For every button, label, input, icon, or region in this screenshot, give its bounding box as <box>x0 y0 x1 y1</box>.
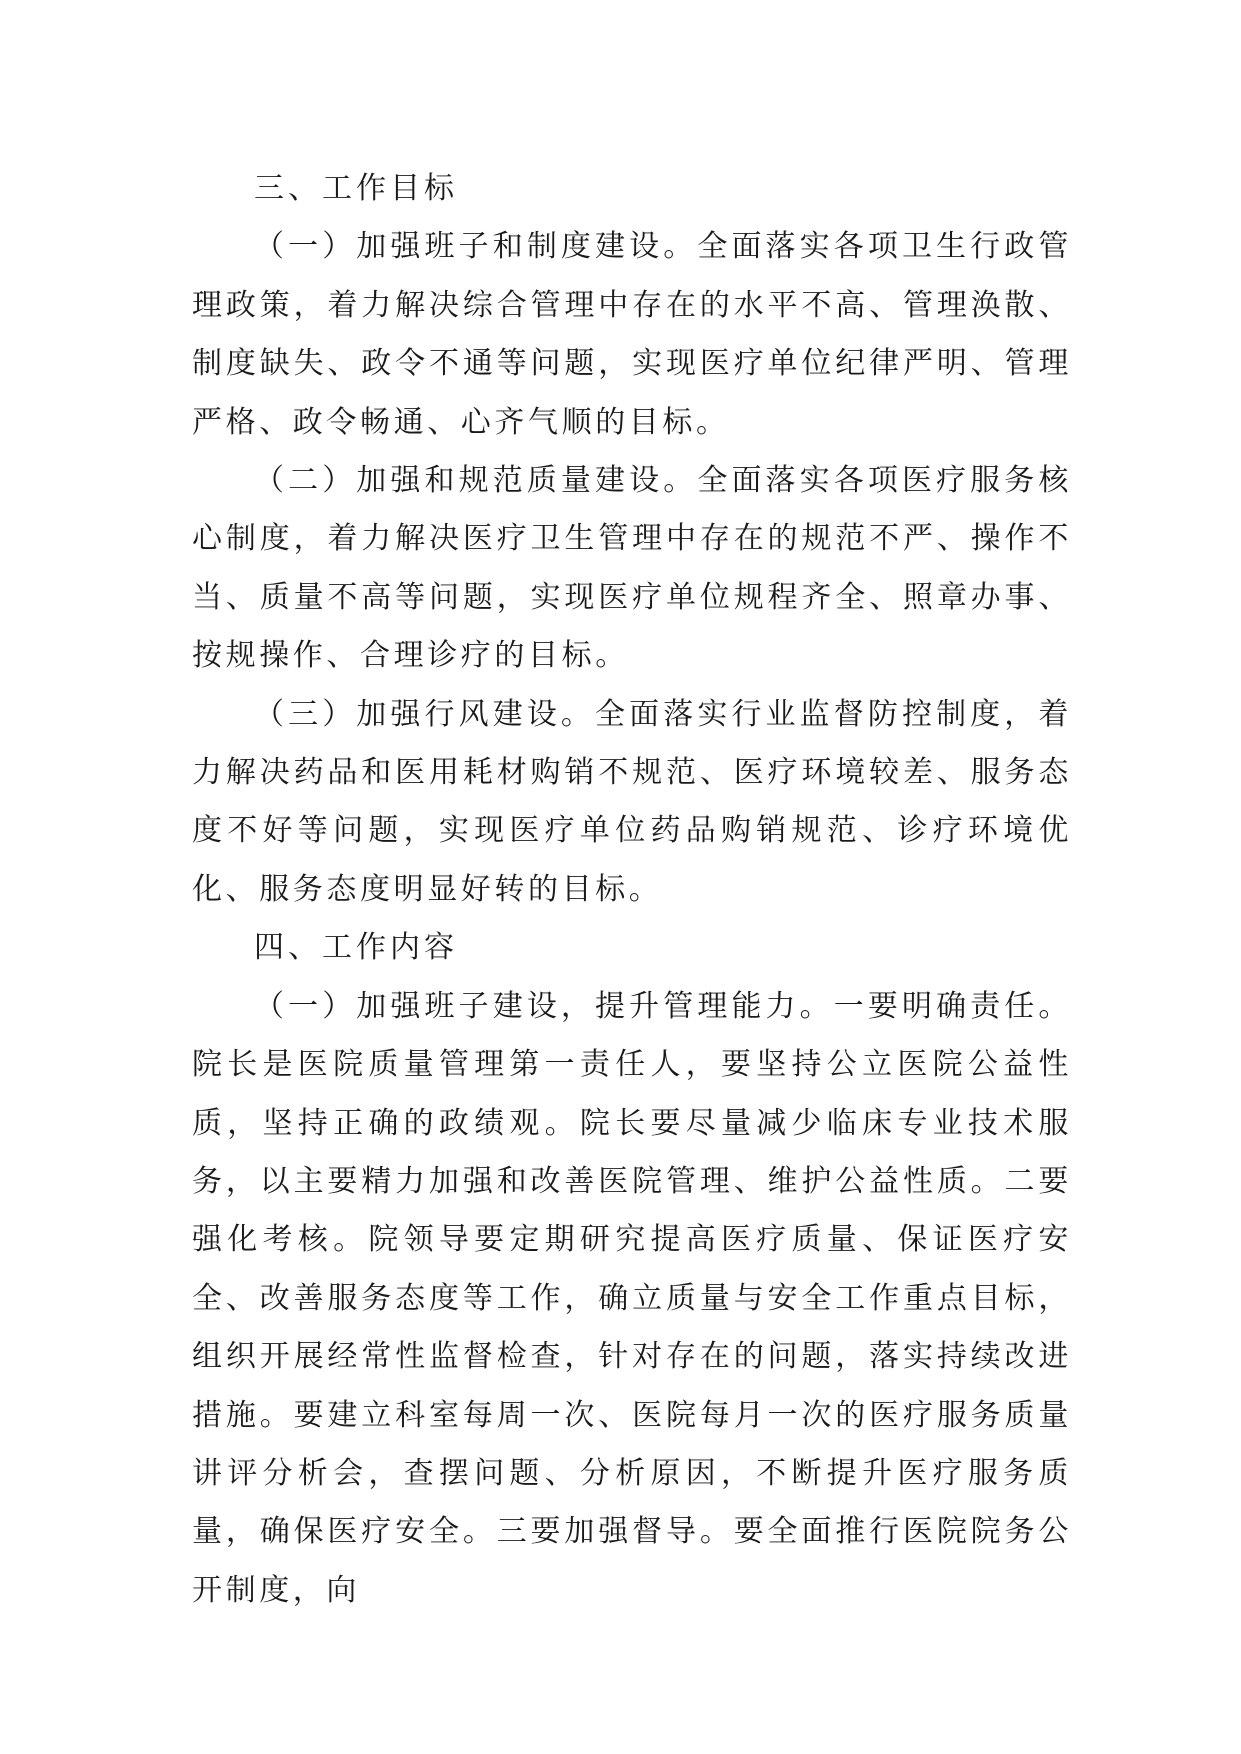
paragraph-content-1: （一）加强班子建设，提升管理能力。一要明确责任。院长是医院质量管理第一责任人，要坚持公立医院公益性质，坚持正确的政绩观。院长要尽量减少临床专业技术服务，以主要精力加强和改善医院管理、维护公益性质。二要强化考核。院领导要定期研究提高医疗质量、保证医疗安全、改善服务态度等工作，确立质量与安全工作重点目标，组织开展经常性监督检查，针对存在的问题，落实持续改进措施。要建立科室每周一次、医院每月一次的医疗服务质量讲评分析会，查摆问题、分析原因，不断提升医疗服务质量，确保医疗安全。三要加强督导。要全面推行医院院务公开制度，向 <box>192 988 1072 1608</box>
document-page <box>192 160 1072 1620</box>
section-heading-work-goals: 三、工作目标 <box>254 171 458 206</box>
paragraph-goal-1: （一）加强班子和制度建设。全面落实各项卫生行政管理政策，着力解决综合管理中存在的水平不高、管理涣散、制度缺失、政令不通等问题，实现医疗单位纪律严明、管理严格、政令畅通、心齐气顺的目标。 <box>192 229 1072 440</box>
section-heading-work-content: 四、工作内容 <box>254 930 458 966</box>
paragraph-goal-2: （二）加强和规范质量建设。全面落实各项医疗服务核心制度，着力解决医疗卫生管理中存在的规范不严、操作不当、质量不高等问题，实现医疗单位规程齐全、照章办事、按规操作、合理诊疗的目标。 <box>192 463 1072 674</box>
paragraph-goal-3: （三）加强行风建设。全面落实行业监督防控制度，着力解决药品和医用耗材购销不规范、医疗环境较差、服务态度不好等问题，实现医疗单位药品购销规范、诊疗环境优化、服务态度明显好转的目标。 <box>192 696 1072 907</box>
